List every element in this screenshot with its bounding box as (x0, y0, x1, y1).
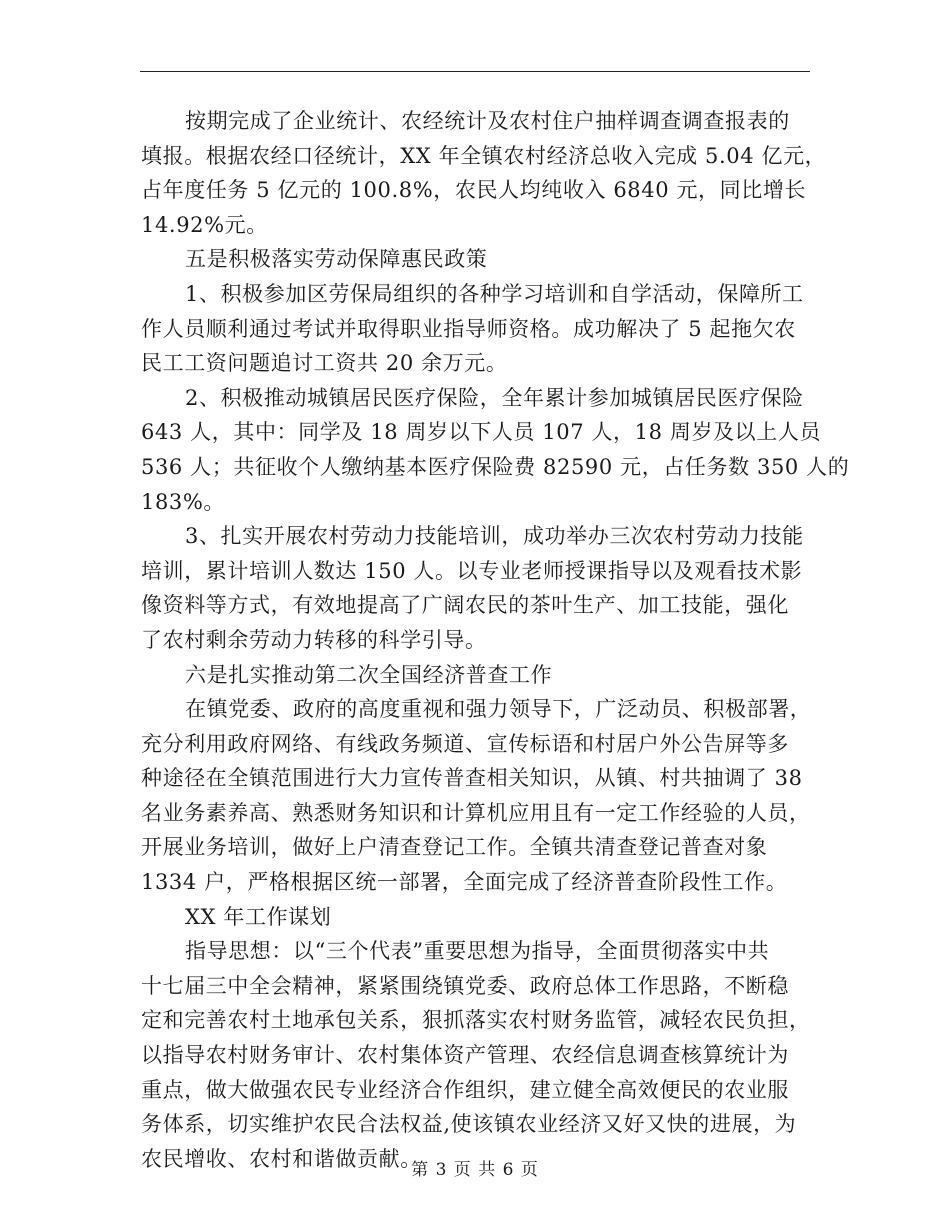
text-line: 培训，累计培训人数达 150 人。以专业老师授课指导以及观看技术影 (141, 558, 803, 583)
header-rule (140, 71, 810, 72)
text-line: 了农村剩余劳动力转移的科学引导。 (141, 627, 487, 652)
text-line: 种途径在全镇范围进行大力宣传普查相关知识，从镇、村共抽调了 38 (141, 766, 803, 791)
text-line: 183%。 (141, 489, 226, 514)
text-line: 定和完善农村土地承包关系，狠抓落实农村财务监管，减轻农民负担， (141, 1008, 811, 1033)
text-line: 在镇党委、政府的高度重视和强力领导下，广泛动员、积极部署， (185, 697, 812, 722)
page-number-label: 第 3 页 共 6 页 (411, 1160, 539, 1180)
text-line: XX 年工作谋划 (185, 904, 332, 929)
text-line: 开展业务培训，做好上户清查登记工作。全镇共清查登记普查对象 (141, 835, 768, 860)
text-line: 14.92%元。 (141, 212, 268, 237)
text-line: 务体系，切实维护农民合法权益,使该镇农业经济又好又快的进展，为 (141, 1112, 797, 1137)
text-line: 643 人，其中：同学及 18 周岁以下人员 107 人，18 周岁及以上人员 (141, 420, 822, 445)
text-line: 农民增收、农村和谐做贡献。 (141, 1146, 422, 1171)
document-body (141, 104, 850, 1176)
text-line: 六是扎实推动第二次全国经济普查工作 (185, 662, 553, 687)
text-line: 1334 户，严格根据区统一部署，全面完成了经济普查阶段性工作。 (141, 870, 788, 895)
text-line: 五是积极落实劳动保障惠民政策 (185, 247, 488, 272)
text-line: 1、积极参加区劳保局组织的各种学习培训和自学活动，保障所工 (185, 281, 804, 306)
text-line: 填报。根据农经口径统计，XX 年全镇农村经济总收入完成 5.04 亿元， (141, 143, 827, 168)
text-line: 重点，做大做强农民专业经济合作组织，建立健全高效便民的农业服 (141, 1077, 789, 1102)
text-line: 指导思想：以“三个代表”重要思想为指导，全面贯彻落实中共 (185, 939, 770, 964)
text-line: 作人员顺利通过考试并取得职业指导师资格。成功解决了 5 起拖欠农 (141, 316, 796, 341)
text-line: 按期完成了企业统计、农经统计及农村住户抽样调查调查报表的 (185, 109, 790, 133)
text-line: 2、积极推动城镇居民医疗保险，全年累计参加城镇居民医疗保险 (185, 385, 804, 410)
text-line: 536 人；共征收个人缴纳基本医疗保险费 82590 元，占任务数 350 人的 (141, 454, 850, 479)
text-line: 3、扎实开展农村劳动力技能培训，成功举办三次农村劳动力技能 (185, 524, 804, 549)
text-line: 充分利用政府网络、有线政务频道、宣传标语和村居户外公告屏等多 (141, 731, 789, 756)
text-line: 占年度任务 5 亿元的 100.8%，农民人均纯收入 6840 元，同比增长 (141, 178, 807, 203)
text-line: 名业务素养高、熟悉财务知识和计算机应用且有一定工作经验的人员， (141, 800, 811, 825)
text-line: 民工工资问题追讨工资共 20 余万元。 (141, 351, 508, 376)
text-line: 十七届三中全会精神，紧紧围绕镇党委、政府总体工作思路，不断稳 (141, 973, 789, 998)
text-line: 以指导农村财务审计、农村集体资产管理、农经信息调查核算统计为 (141, 1043, 789, 1068)
text-line: 像资料等方式，有效地提高了广阔农民的茶叶生产、加工技能，强化 (141, 593, 789, 618)
page-footer (0, 1155, 950, 1180)
